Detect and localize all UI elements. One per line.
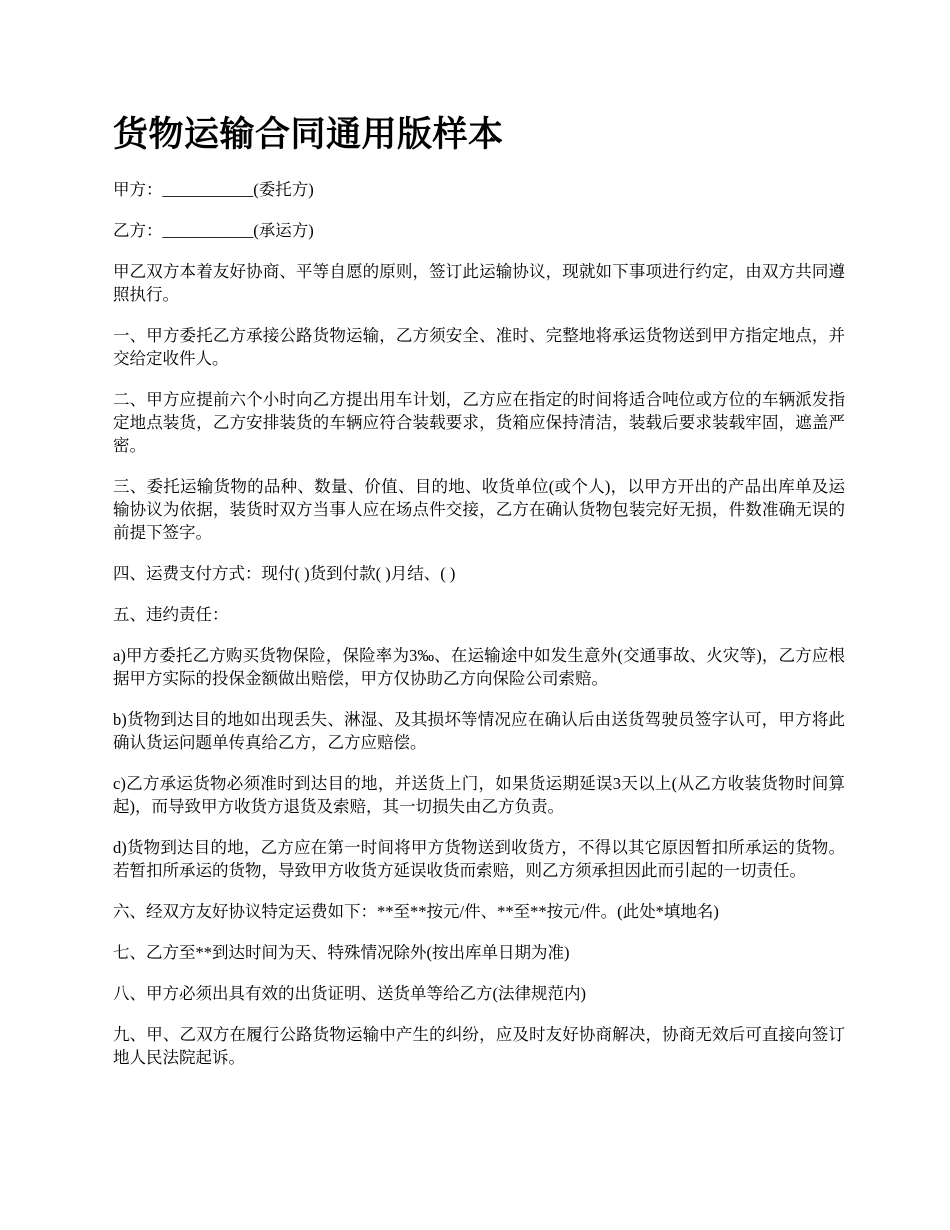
clause-8: 八、甲方必须出具有效的出货证明、送货单等给乙方(法律规范内) [113, 984, 586, 1003]
clause-7: 七、乙方至**到达时间为天、特殊情况除外(按出库单日期为准) [113, 943, 570, 962]
clause-5-b: b)货物到达目的地如出现丢失、淋湿、及其损坏等情况应在确认后由送货驾驶员签字认可，甲方将此确认货运问题单传真给乙方，乙方应赔偿。 [113, 710, 845, 752]
clause-1: 一、甲方委托乙方承接公路货物运输，乙方须安全、准时、完整地将承运货物送到甲方指定地点，并交给定收件人。 [113, 326, 845, 368]
clause-2: 二、甲方应提前六个小时向乙方提出用车计划，乙方应在指定的时间将适合吨位或方位的车辆派发指定地点装货，乙方安排装货的车辆应符合装载要求，货箱应保持清洁，装载后要求装载牢固，遮盖严密。 [113, 390, 845, 455]
clause-3: 三、委托运输货物的品种、数量、价值、目的地、收货单位(或个人)，以甲方开出的产品出库单及运输协议为依据，装货时双方当事人应在场点件交接，乙方在确认货物包装完好无损，件数准确无误的前提下签字。 [113, 477, 845, 542]
clause-5-heading: 五、违约责任： [113, 605, 229, 624]
clause-5-d: d)货物到达目的地，乙方应在第一时间将甲方货物送到收货方，不得以其它原因暂扣所承运的货物。若暂扣所承运的货物，导致甲方收货方延误收货而索赔，则乙方须承担因此而引起的一切责任。 [113, 838, 845, 880]
clause-4-payment: 四、运费支付方式：现付( )货到付款( )月结、( ) [113, 564, 456, 583]
clause-6: 六、经双方友好协议特定运费如下：**至**按元/件、**至**按元/件。(此处*填地名) [113, 902, 719, 921]
clause-9: 九、甲、乙双方在履行公路货物运输中产生的纠纷，应及时友好协商解决，协商无效后可直接向签订地人民法院起诉。 [113, 1025, 845, 1067]
party-a-line: 甲方：___________(委托方) [113, 180, 314, 199]
clause-5-a: a)甲方委托乙方购买货物保险，保险率为3‰、在运输途中如发生意外(交通事故、火灾等)，乙方应根据甲方实际的投保金额做出赔偿，甲方仅协助乙方向保险公司索赔。 [113, 646, 845, 688]
document-page [113, 108, 845, 1087]
document-title: 货物运输合同通用版样本 [113, 115, 504, 155]
party-b-line: 乙方：___________(承运方) [113, 221, 314, 240]
clause-5-c: c)乙方承运货物必须准时到达目的地，并送货上门，如果货运期延误3天以上(从乙方收装货物时间算起)，而导致甲方收货方退货及索赔，其一切损失由乙方负责。 [113, 774, 845, 816]
preamble-paragraph: 甲乙双方本着友好协商、平等自愿的原则，签订此运输协议，现就如下事项进行约定，由双方共同遵照执行。 [113, 262, 845, 304]
